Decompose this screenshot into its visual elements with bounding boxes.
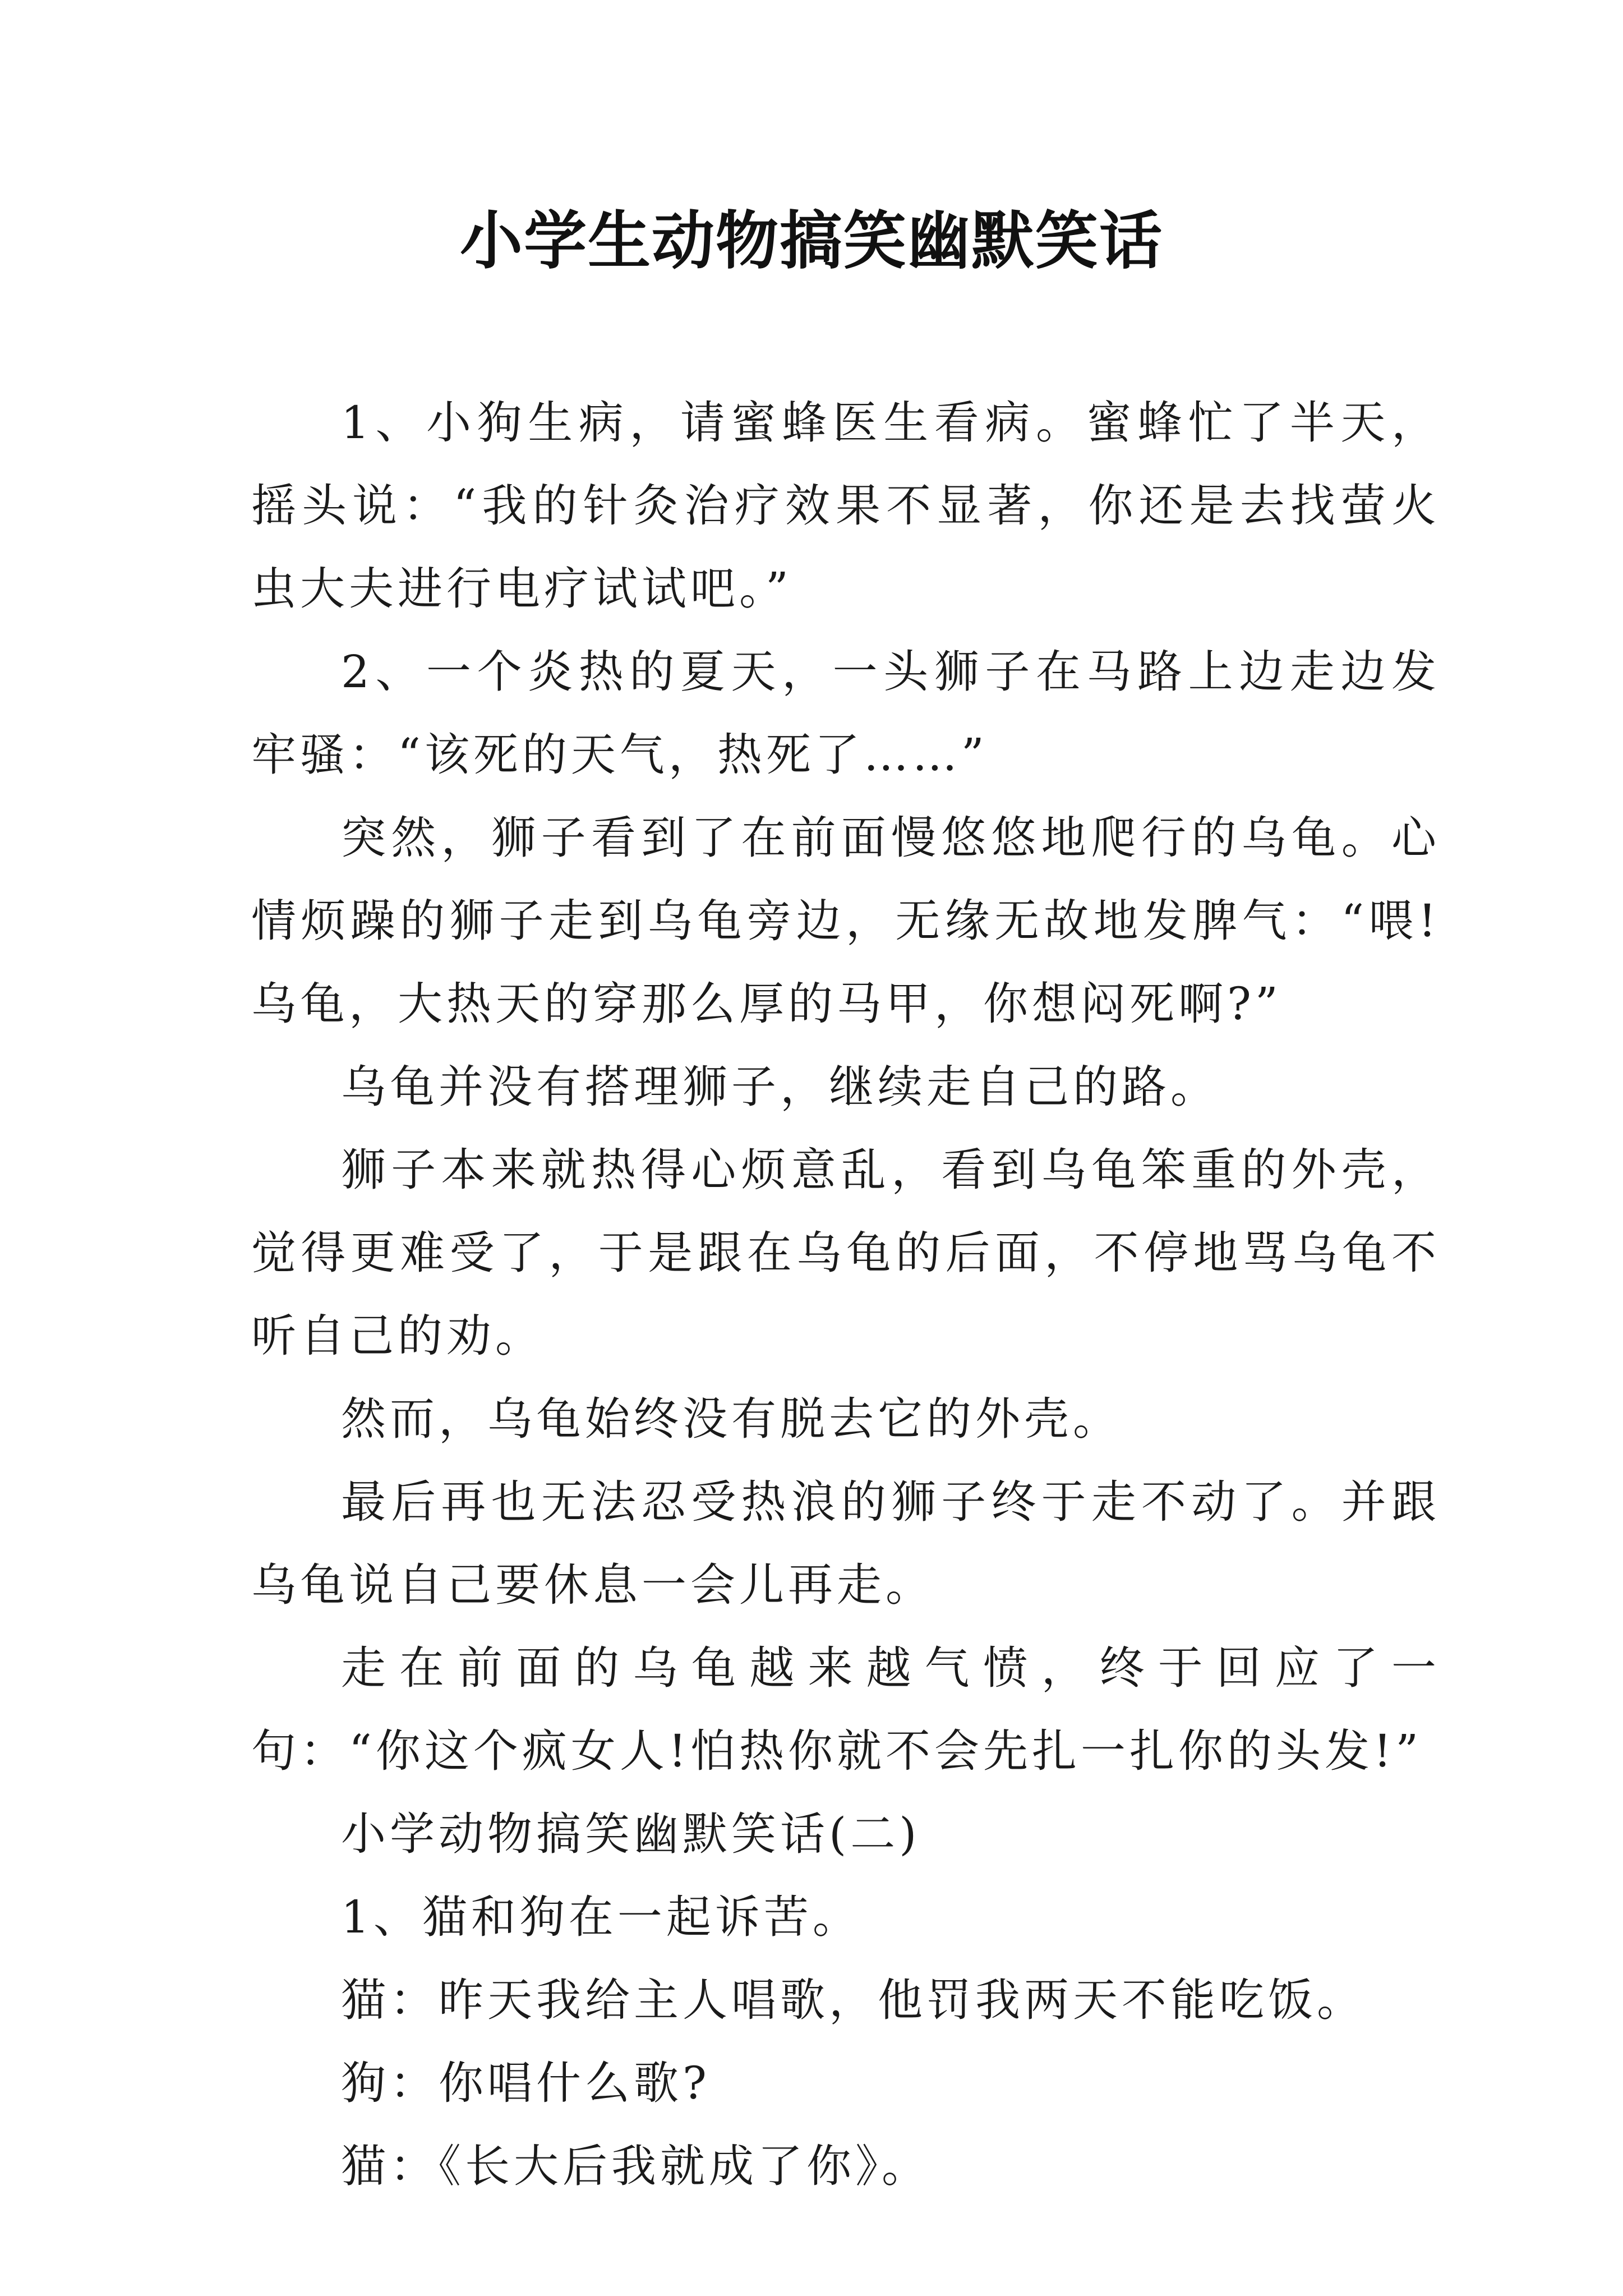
paragraph-10: 1、猫和狗在一起诉苦。 xyxy=(341,1891,861,1943)
paragraph-6: 然而，乌龟始终没有脱去它的外壳。 xyxy=(341,1393,1122,1445)
paragraph-7: 最后再也无法忍受热浪的狮子终于走不动了。并跟乌龟说自己要休息一会儿再走。 xyxy=(251,1476,1440,1611)
paragraph-13: 猫：《长大后我就成了你》。 xyxy=(341,2140,930,2192)
paragraph-1: 1、小狗生病，请蜜蜂医生看病。蜜蜂忙了半天，摇头说：“我的针灸治疗效果不显著，你还是去找萤火虫大夫进行电疗试试吧。” xyxy=(251,397,1440,615)
paragraph-8: 走在前面的乌龟越来越气愤，终于回应了一句：“你这个疯女人!怕热你就不会先扎一扎你的头发!” xyxy=(251,1642,1440,1777)
paragraph-5: 狮子本来就热得心烦意乱，看到乌龟笨重的外壳，觉得更难受了，于是跟在乌龟的后面，不停地骂乌龟不听自己的劝。 xyxy=(251,1144,1440,1362)
section-heading: 小学动物搞笑幽默笑话(二) xyxy=(341,1808,921,1860)
paragraph-4: 乌龟并没有搭理狮子，继续走自己的路。 xyxy=(341,1061,1219,1113)
paragraph-2: 2、一个炎热的夏天，一头狮子在马路上边走边发牢骚：“该死的天气，热死了……” xyxy=(251,646,1440,781)
document-title: 小学生动物搞笑幽默笑话 xyxy=(460,204,1163,278)
paragraph-12: 狗：你唱什么歌? xyxy=(341,2057,711,2109)
paragraph-11: 猫：昨天我给主人唱歌，他罚我两天不能吃饭。 xyxy=(341,1974,1366,2026)
document-body xyxy=(251,381,1440,2208)
paragraph-3: 突然，狮子看到了在前面慢悠悠地爬行的乌龟。心情烦躁的狮子走到乌龟旁边，无缘无故地发脾气：“喂!乌龟，大热天的穿那么厚的马甲，你想闷死啊?” xyxy=(251,812,1440,1030)
